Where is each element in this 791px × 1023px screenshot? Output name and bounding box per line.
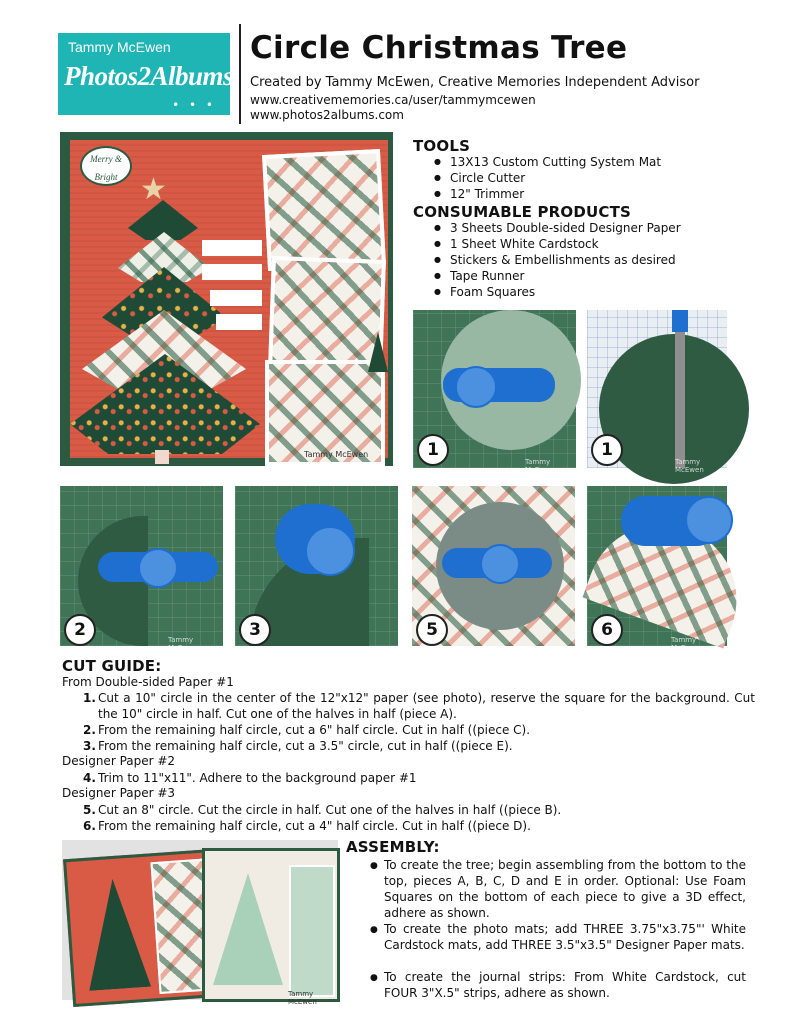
step-photo-2 bbox=[60, 486, 223, 652]
url-photos2albums[interactable]: www.photos2albums.com bbox=[250, 108, 404, 122]
step-number-badge: 1 bbox=[417, 434, 449, 466]
tool-item: ● 13X13 Custom Cutting System Mat bbox=[450, 155, 661, 169]
logo-dots: • • • bbox=[172, 98, 216, 112]
hero-layout-photo bbox=[60, 132, 393, 466]
brand-logo bbox=[58, 33, 234, 115]
photo-mat bbox=[268, 256, 386, 372]
photo-watermark: Tammy McEwen bbox=[675, 458, 704, 474]
step-text: From the remaining half circle, cut a 4" half circle. Cut in half ((piece D). bbox=[98, 819, 531, 833]
cutter-dial bbox=[455, 366, 497, 408]
logo-name: Tammy McEwen bbox=[68, 39, 171, 55]
cutter-dial bbox=[480, 544, 520, 584]
byline: Created by Tammy McEwen, Creative Memories Independent Advisor bbox=[250, 75, 700, 90]
step-photo-6 bbox=[587, 486, 727, 652]
assembly-bullet bbox=[370, 969, 746, 1001]
bullet-icon: ● bbox=[370, 973, 378, 983]
step-num: 4. bbox=[83, 771, 96, 785]
step-number-badge: 1 bbox=[591, 434, 623, 466]
hero-watermark: Tammy McEwen bbox=[304, 450, 369, 459]
step-num: 5. bbox=[83, 803, 96, 817]
trimmer-rail bbox=[675, 310, 685, 468]
layout-left bbox=[63, 849, 223, 1007]
step-text: Trim to 11"x11". Adhere to the background paper #1 bbox=[98, 771, 417, 785]
sticker-text: Merry & Bright bbox=[90, 154, 122, 182]
url-creative-memories[interactable]: www.creativememories.ca/user/tammymcewen bbox=[250, 93, 536, 107]
layout-right bbox=[202, 848, 340, 1002]
consumable-item: ● 3 Sheets Double-sided Designer Paper bbox=[450, 221, 681, 235]
step-text: From the remaining half circle, cut a 6" half circle. Cut in half ((piece C). bbox=[98, 723, 531, 737]
logo-wordmark: Photos2Albums bbox=[64, 61, 234, 91]
step-photo-1a bbox=[413, 310, 576, 474]
step-number-badge: 2 bbox=[64, 614, 96, 646]
mini-tree bbox=[82, 877, 152, 991]
step-num: 3. bbox=[83, 739, 96, 753]
cut-step bbox=[83, 770, 755, 786]
cutter-dial bbox=[305, 526, 355, 576]
photo-watermark: Tammy McEwen bbox=[525, 458, 554, 474]
step-num: 6. bbox=[83, 819, 96, 833]
mini-photo-mats bbox=[289, 865, 335, 997]
photo-mat bbox=[262, 149, 386, 271]
cut-step bbox=[83, 818, 755, 834]
photo-watermark: Tammy McEwen bbox=[288, 990, 317, 1006]
bullet-text: To create the photo mats; add THREE 3.75"x3.75"' White Cardstock mats, add THREE 3.5"x3.5" Designer Paper mats. bbox=[384, 922, 746, 952]
bullet-icon: ● bbox=[370, 925, 378, 935]
cutter-dial bbox=[138, 548, 178, 588]
journal-strip bbox=[202, 240, 262, 256]
step-num: 1. bbox=[83, 691, 96, 705]
consumable-item: ● Stickers & Embellishments as desired bbox=[450, 253, 676, 267]
journal-strip bbox=[216, 314, 262, 330]
step-text: Cut an 8" circle. Cut the circle in half. Cut one of the halves in half ((piece B). bbox=[98, 803, 562, 817]
step-number-badge: 5 bbox=[416, 614, 448, 646]
consumable-item: ● Tape Runner bbox=[450, 269, 524, 283]
tools-heading: TOOLS bbox=[413, 137, 471, 155]
cut-step bbox=[83, 738, 755, 754]
assembly-heading: ASSEMBLY: bbox=[346, 838, 440, 856]
paper-label: Designer Paper #2 bbox=[62, 754, 176, 768]
consumable-item: ● 1 Sheet White Cardstock bbox=[450, 237, 599, 251]
mini-tree-green bbox=[213, 873, 283, 985]
assembly-bullet bbox=[370, 921, 746, 953]
cut-guide-heading: CUT GUIDE: bbox=[62, 657, 162, 675]
tree-trunk bbox=[155, 450, 169, 464]
star-icon: ★ bbox=[140, 172, 167, 207]
journal-strip bbox=[210, 290, 262, 306]
step-number-badge: 6 bbox=[591, 614, 623, 646]
bullet-text: To create the journal strips: From White Cardstock, cut FOUR 3"X.5" strips, adhere as shown. bbox=[384, 970, 746, 1000]
tool-item: ● Circle Cutter bbox=[450, 171, 525, 185]
step-photo-1b bbox=[587, 310, 727, 474]
trimmer-head bbox=[672, 310, 688, 332]
bullet-text: To create the tree; begin assembling from the bottom to the top, pieces A, B, C, D and E in order. Optional: Use Foam Squares on the bottom of each piece to give a 3D effect, adhere as shown. bbox=[384, 858, 746, 920]
page-title: Circle Christmas Tree bbox=[250, 30, 628, 66]
journal-strip bbox=[202, 264, 262, 280]
step-photo-5 bbox=[412, 486, 575, 646]
photo-watermark: Tammy McEwen bbox=[671, 636, 700, 652]
step-num: 2. bbox=[83, 723, 96, 737]
step-number-badge: 3 bbox=[239, 614, 271, 646]
step-photo-3 bbox=[235, 486, 398, 646]
tool-item: ● 12" Trimmer bbox=[450, 187, 524, 201]
bullet-icon: ● bbox=[370, 861, 378, 871]
cut-step bbox=[83, 722, 755, 738]
photo-watermark: Tammy McEwen bbox=[168, 636, 197, 652]
header-divider bbox=[239, 24, 241, 124]
paper-label: From Double-sided Paper #1 bbox=[62, 675, 234, 689]
cutter-dial bbox=[685, 496, 733, 544]
assembly-bullet bbox=[370, 857, 746, 921]
step-text: From the remaining half circle, cut a 3.5" circle, cut in half ((piece E). bbox=[98, 739, 513, 753]
merry-bright-sticker bbox=[80, 146, 132, 186]
step-text: Cut a 10" circle in the center of the 12"x12" paper (see photo), reserve the square for the background. Cut the 10" circle in half. Cut one of the halves in half (piece A). bbox=[98, 691, 755, 721]
finished-layouts-photo bbox=[62, 840, 338, 1006]
cut-step bbox=[83, 690, 755, 722]
consumable-item: ● Foam Squares bbox=[450, 285, 535, 299]
consumables-heading: CONSUMABLE PRODUCTS bbox=[413, 203, 632, 221]
cut-step bbox=[83, 802, 755, 818]
paper-label: Designer Paper #3 bbox=[62, 786, 176, 800]
